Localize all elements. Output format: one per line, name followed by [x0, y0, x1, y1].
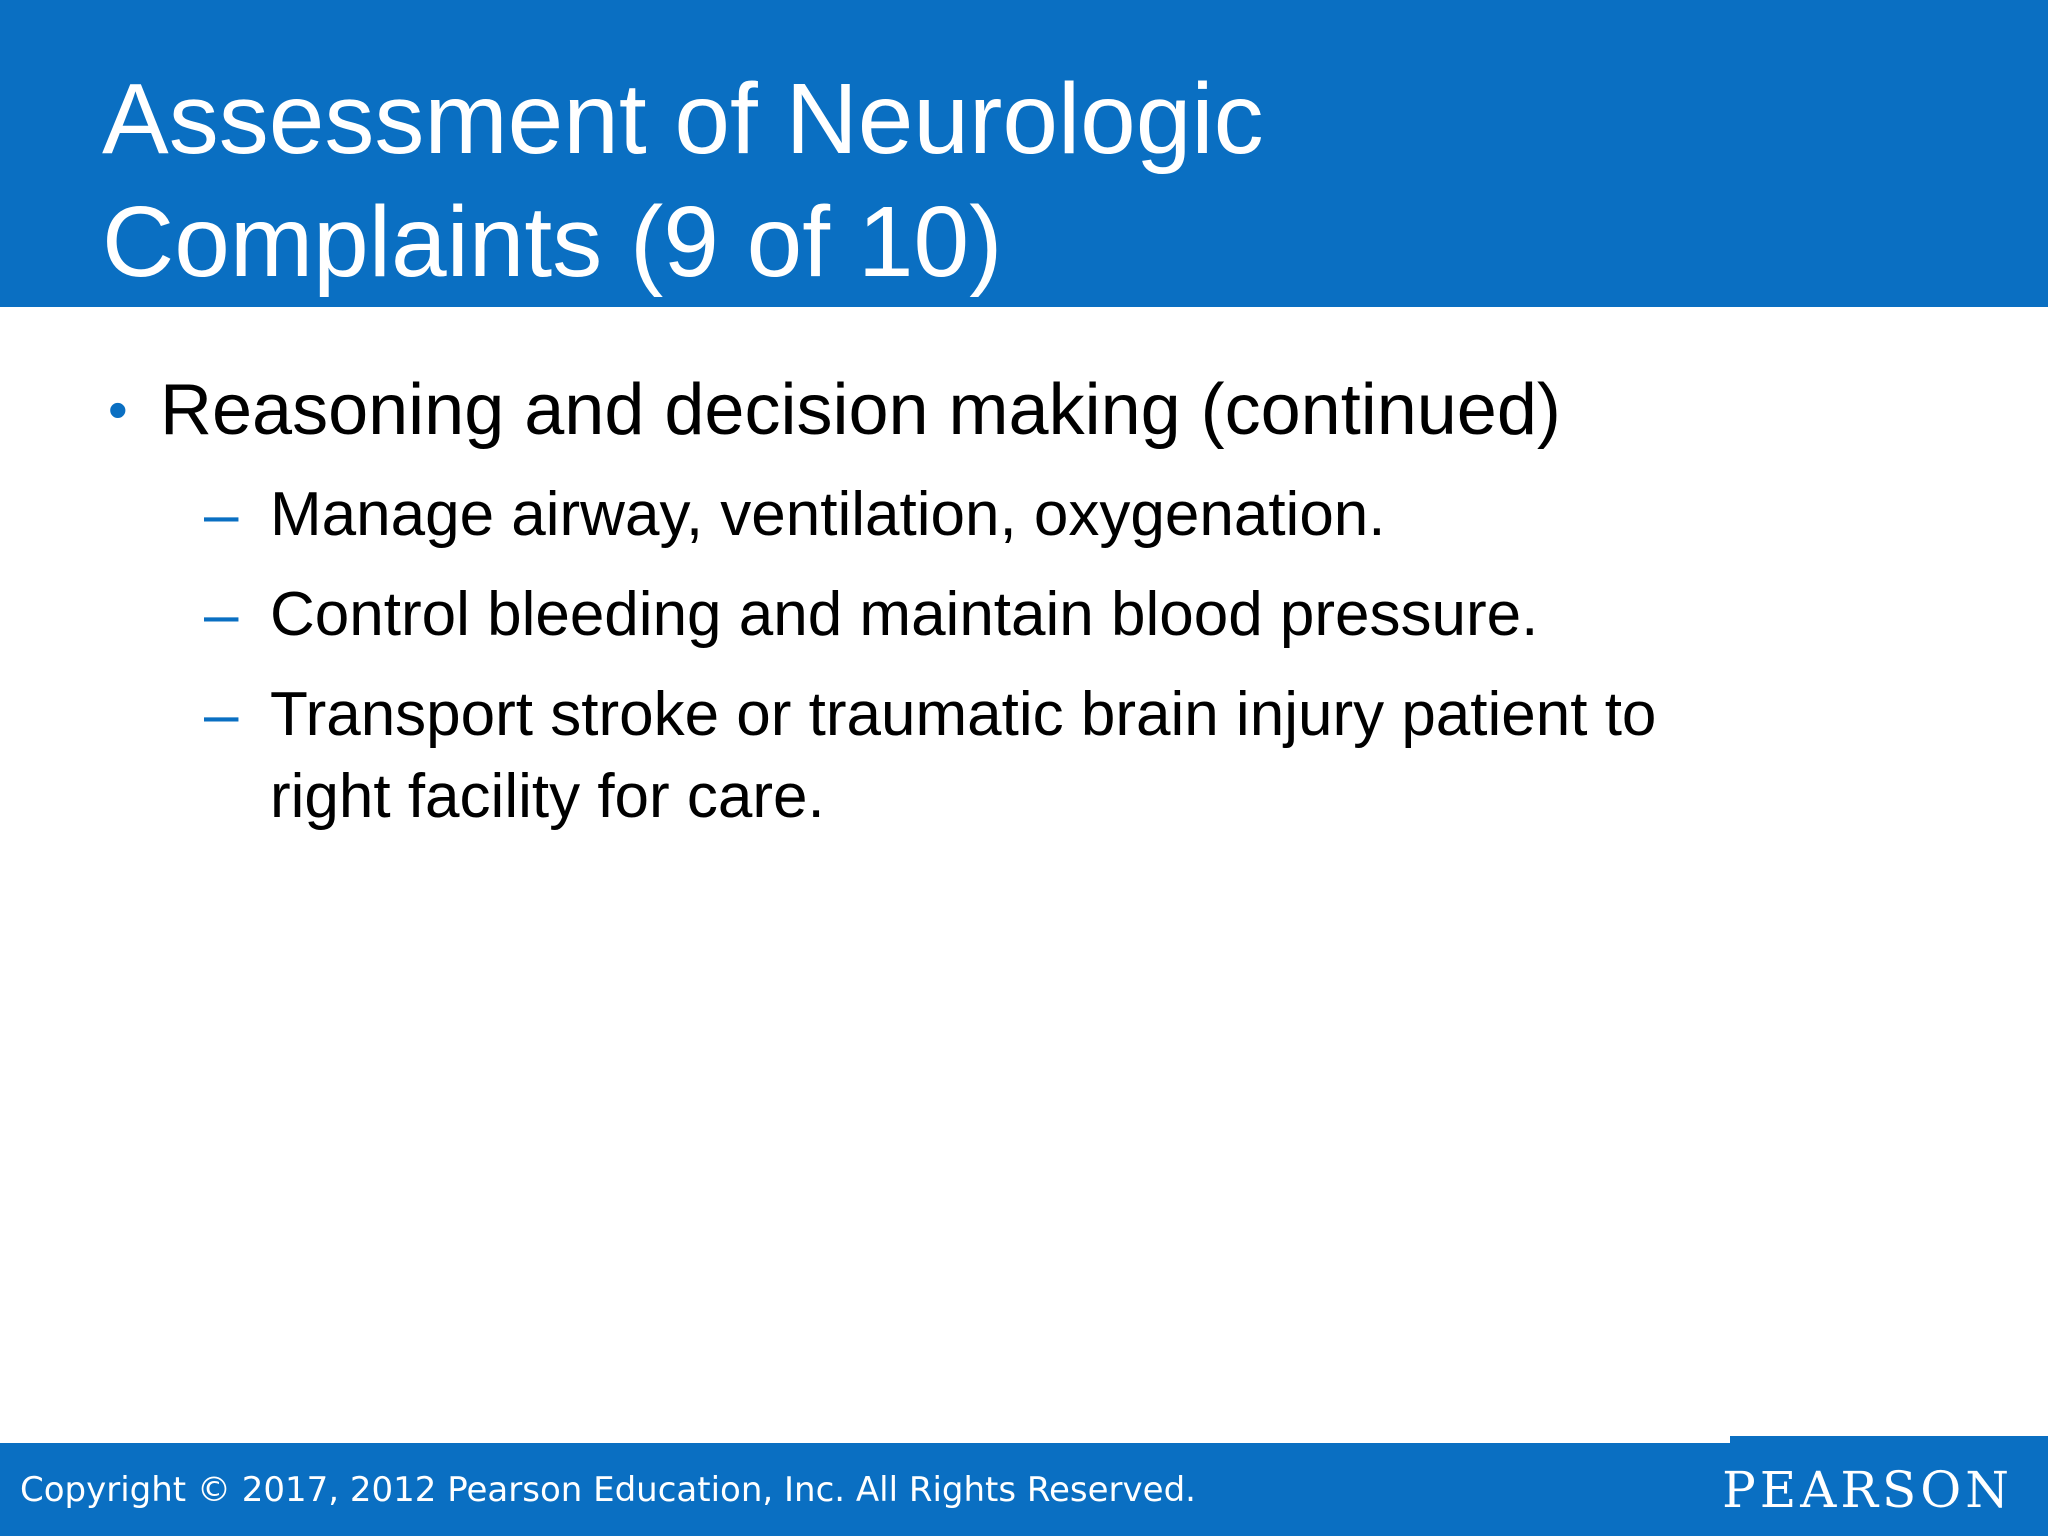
pearson-logo: PEARSON	[1722, 1461, 2013, 1519]
sub-bullet-text: Manage airway, ventilation, oxygenation.	[270, 480, 1386, 549]
copyright-text: Copyright © 2017, 2012 Pearson Education, Inc. All Rights Reserved.	[20, 1470, 1196, 1510]
bullet-marker-icon: •	[108, 378, 128, 441]
sub-bullet-item	[204, 574, 1764, 656]
dash-icon: –	[204, 480, 239, 549]
dash-icon: –	[204, 580, 239, 649]
sub-bullet-text: Control bleeding and maintain blood pressure.	[270, 580, 1539, 649]
slide-title-line-1: Assessment of Neurologic	[102, 63, 1264, 175]
sub-bullet-item	[204, 474, 1764, 556]
slide-title-line-2: Complaints (9 of 10)	[102, 186, 1003, 298]
dash-icon: –	[204, 680, 239, 749]
bullet-text: Reasoning and decision making (continued)	[160, 370, 1561, 450]
slide-title	[102, 58, 1264, 304]
sub-bullet-item	[204, 674, 1764, 838]
sub-bullet-text: Transport stroke or traumatic brain injury patient to right facility for care.	[270, 680, 1657, 831]
